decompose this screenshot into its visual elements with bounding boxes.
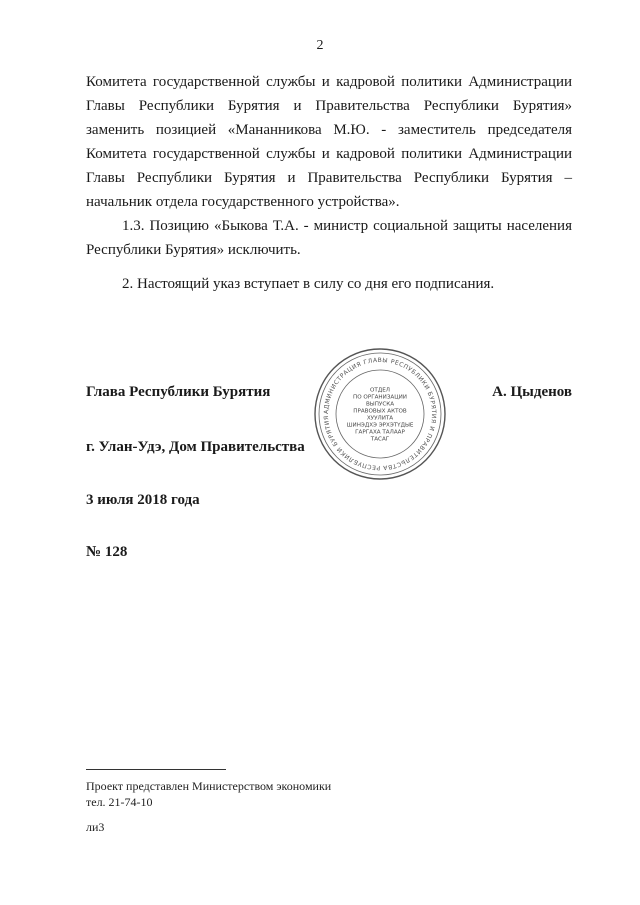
official-seal-stamp — [312, 346, 448, 482]
footer-code: ли3 — [86, 820, 105, 834]
seal-text-line: ВЫПУСКА — [365, 401, 395, 408]
paragraph-continuation: Комитета государственной службы и кадровой политики Администрации Главы Республики Бурятия и Правительства Республики Бурятия» заменить позицией «Мананникова М.Ю. - заместитель председателя Комитета государственной службы и кадровой политики Администрации Главы Республики Бурятия и Правительства Республики Бурятия – начальник отдела государственного устройства». — [86, 74, 572, 210]
paragraph-item-2: 2. Настоящий указ вступает в силу со дня его подписания. — [122, 276, 495, 292]
footer-prepared-by: Проект представлен Министерством экономики — [86, 779, 332, 793]
svg-text:АДМИНИСТРАЦИЯ ГЛАВЫ РЕСПУБЛИКИ: АДМИНИСТРАЦИЯ ГЛАВЫ РЕСПУБЛИКИ БУРЯТИЯ И ПРАВИТЕЛЬСТВА РЕСПУБЛИКИ БУРЯТИЯ — [322, 356, 438, 472]
seal-text-line: ШИНЭДХЭ ЭРХЭТҮДЫЕ — [346, 422, 414, 429]
paragraph-item-1-3: 1.3. Позицию «Быкова Т.А. - министр социальной защиты населения Республики Бурятия» исключить. — [86, 218, 572, 258]
seal-text-line: ГАРГАХА ТАЛААР — [355, 429, 405, 436]
signing-date: 3 июля 2018 года — [86, 492, 200, 508]
seal-text-line: ОТДЕЛ — [370, 387, 390, 394]
seal-text-line: ХУУЛИТА — [366, 415, 394, 422]
seal-text-line: ПРАВОВЫХ АКТОВ — [353, 408, 407, 415]
seal-text-line: ПО ОРГАНИЗАЦИИ — [353, 394, 407, 401]
signatory-name: А. Цыденов — [492, 384, 572, 400]
footnote-divider — [86, 769, 226, 770]
footer-phone: тел. 21-74-10 — [86, 795, 153, 809]
seal-text-line: ТАСАГ — [370, 436, 390, 443]
signatory-title: Глава Республики Бурятия — [86, 384, 271, 400]
signing-place: г. Улан-Удэ, Дом Правительства — [86, 439, 305, 455]
decree-number: № 128 — [86, 544, 128, 560]
page-number: 2 — [316, 38, 324, 53]
